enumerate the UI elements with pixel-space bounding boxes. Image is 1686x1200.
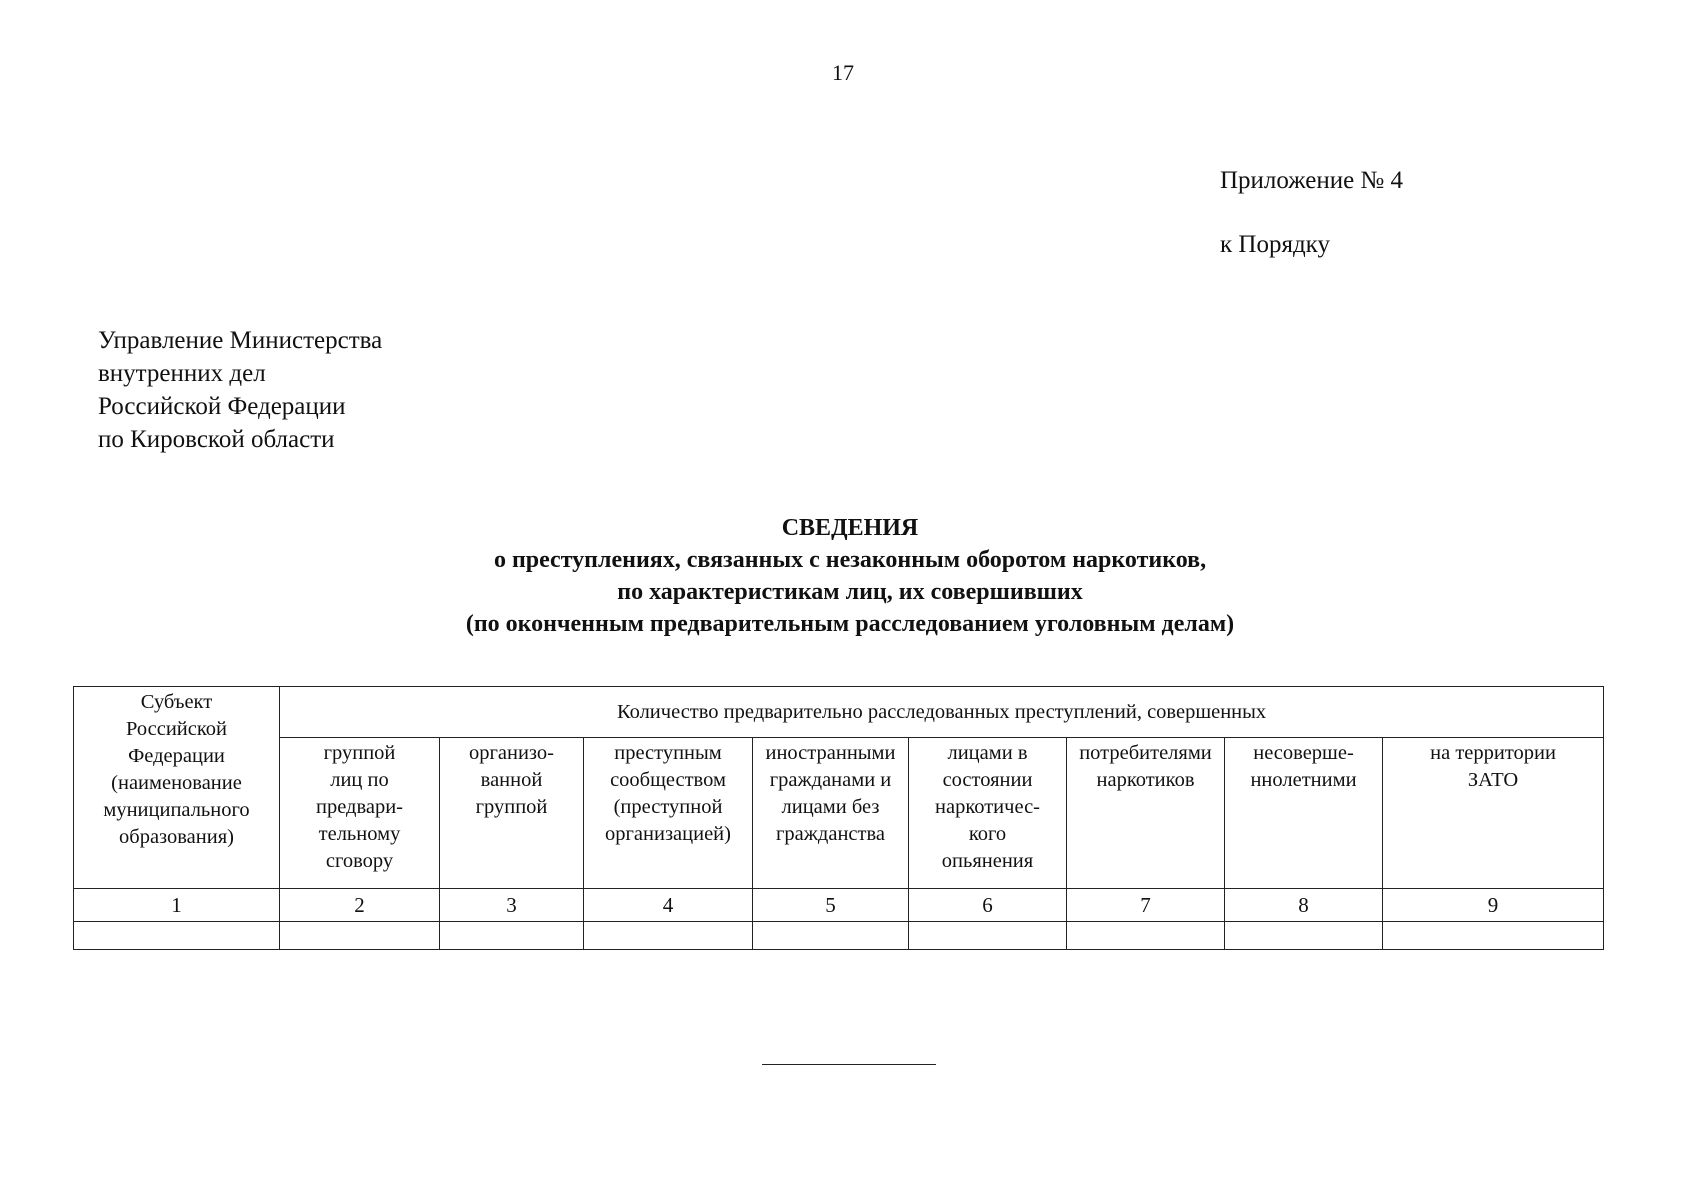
column-number: 6 [909,889,1067,922]
column-header-zato-territory: на территории ЗАТО [1383,738,1604,889]
subject-column-header: Субъект Российской Федерации (наименование муниципального образования) [74,687,280,889]
table-cell [1067,922,1225,950]
column-number: 3 [440,889,584,922]
table-cell [753,922,909,950]
end-divider-line [762,1064,936,1065]
authority-block [98,324,382,456]
table-cell [584,922,753,950]
appendix-reference [1220,168,1403,257]
column-number: 7 [1067,889,1225,922]
column-number: 9 [1383,889,1604,922]
appendix-order-reference: к Порядку [1220,231,1330,258]
document-subtitle-line: по характеристикам лиц, их совершивших [617,579,1083,605]
column-number: 4 [584,889,753,922]
column-header-intoxicated-persons: лицами в состоянии наркотичес- кого опьянения [909,738,1067,889]
column-header-criminal-community: преступным сообществом (преступной организацией) [584,738,753,889]
document-title: СВЕДЕНИЯ [781,515,919,541]
column-header-minors: несоверше- ннолетними [1225,738,1383,889]
empty-data-row [74,922,1604,950]
authority-line: по Кировской области [98,426,335,453]
column-header-foreign-citizens: иностранными гражданами и лицами без гражданства [753,738,909,889]
authority-line: Управление Министерства [98,327,383,354]
authority-line: Российской Федерации [98,393,346,420]
table-cell [1225,922,1383,950]
column-number: 5 [753,889,909,922]
document-subtitle-line: (по оконченным предварительным расследованием уголовным делам) [465,611,1235,637]
table-cell [280,922,440,950]
report-table [73,686,1604,950]
table-cell [909,922,1067,950]
table-header-row [74,687,1604,738]
column-number: 1 [74,889,280,922]
column-number: 2 [280,889,440,922]
table-cell [74,922,280,950]
column-header-group-conspiracy: группой лиц по предвари- тельному сговору [280,738,440,889]
appendix-number: Приложение № 4 [1220,167,1404,194]
column-header-organized-group: организо- ванной группой [440,738,584,889]
table-cell [1383,922,1604,950]
document-subtitle-line: о преступлениях, связанных с незаконным оборотом наркотиков, [493,547,1207,573]
table-subheader-row [74,738,1604,889]
column-number: 8 [1225,889,1383,922]
document-heading [0,512,1686,640]
authority-line: внутренних дел [98,360,266,387]
column-header-drug-users: потребителями наркотиков [1067,738,1225,889]
table-cell [440,922,584,950]
page-number: 17 [832,60,854,85]
crimes-group-header: Количество предварительно расследованных преступлений, совершенных [280,687,1604,738]
column-number-row [74,889,1604,922]
